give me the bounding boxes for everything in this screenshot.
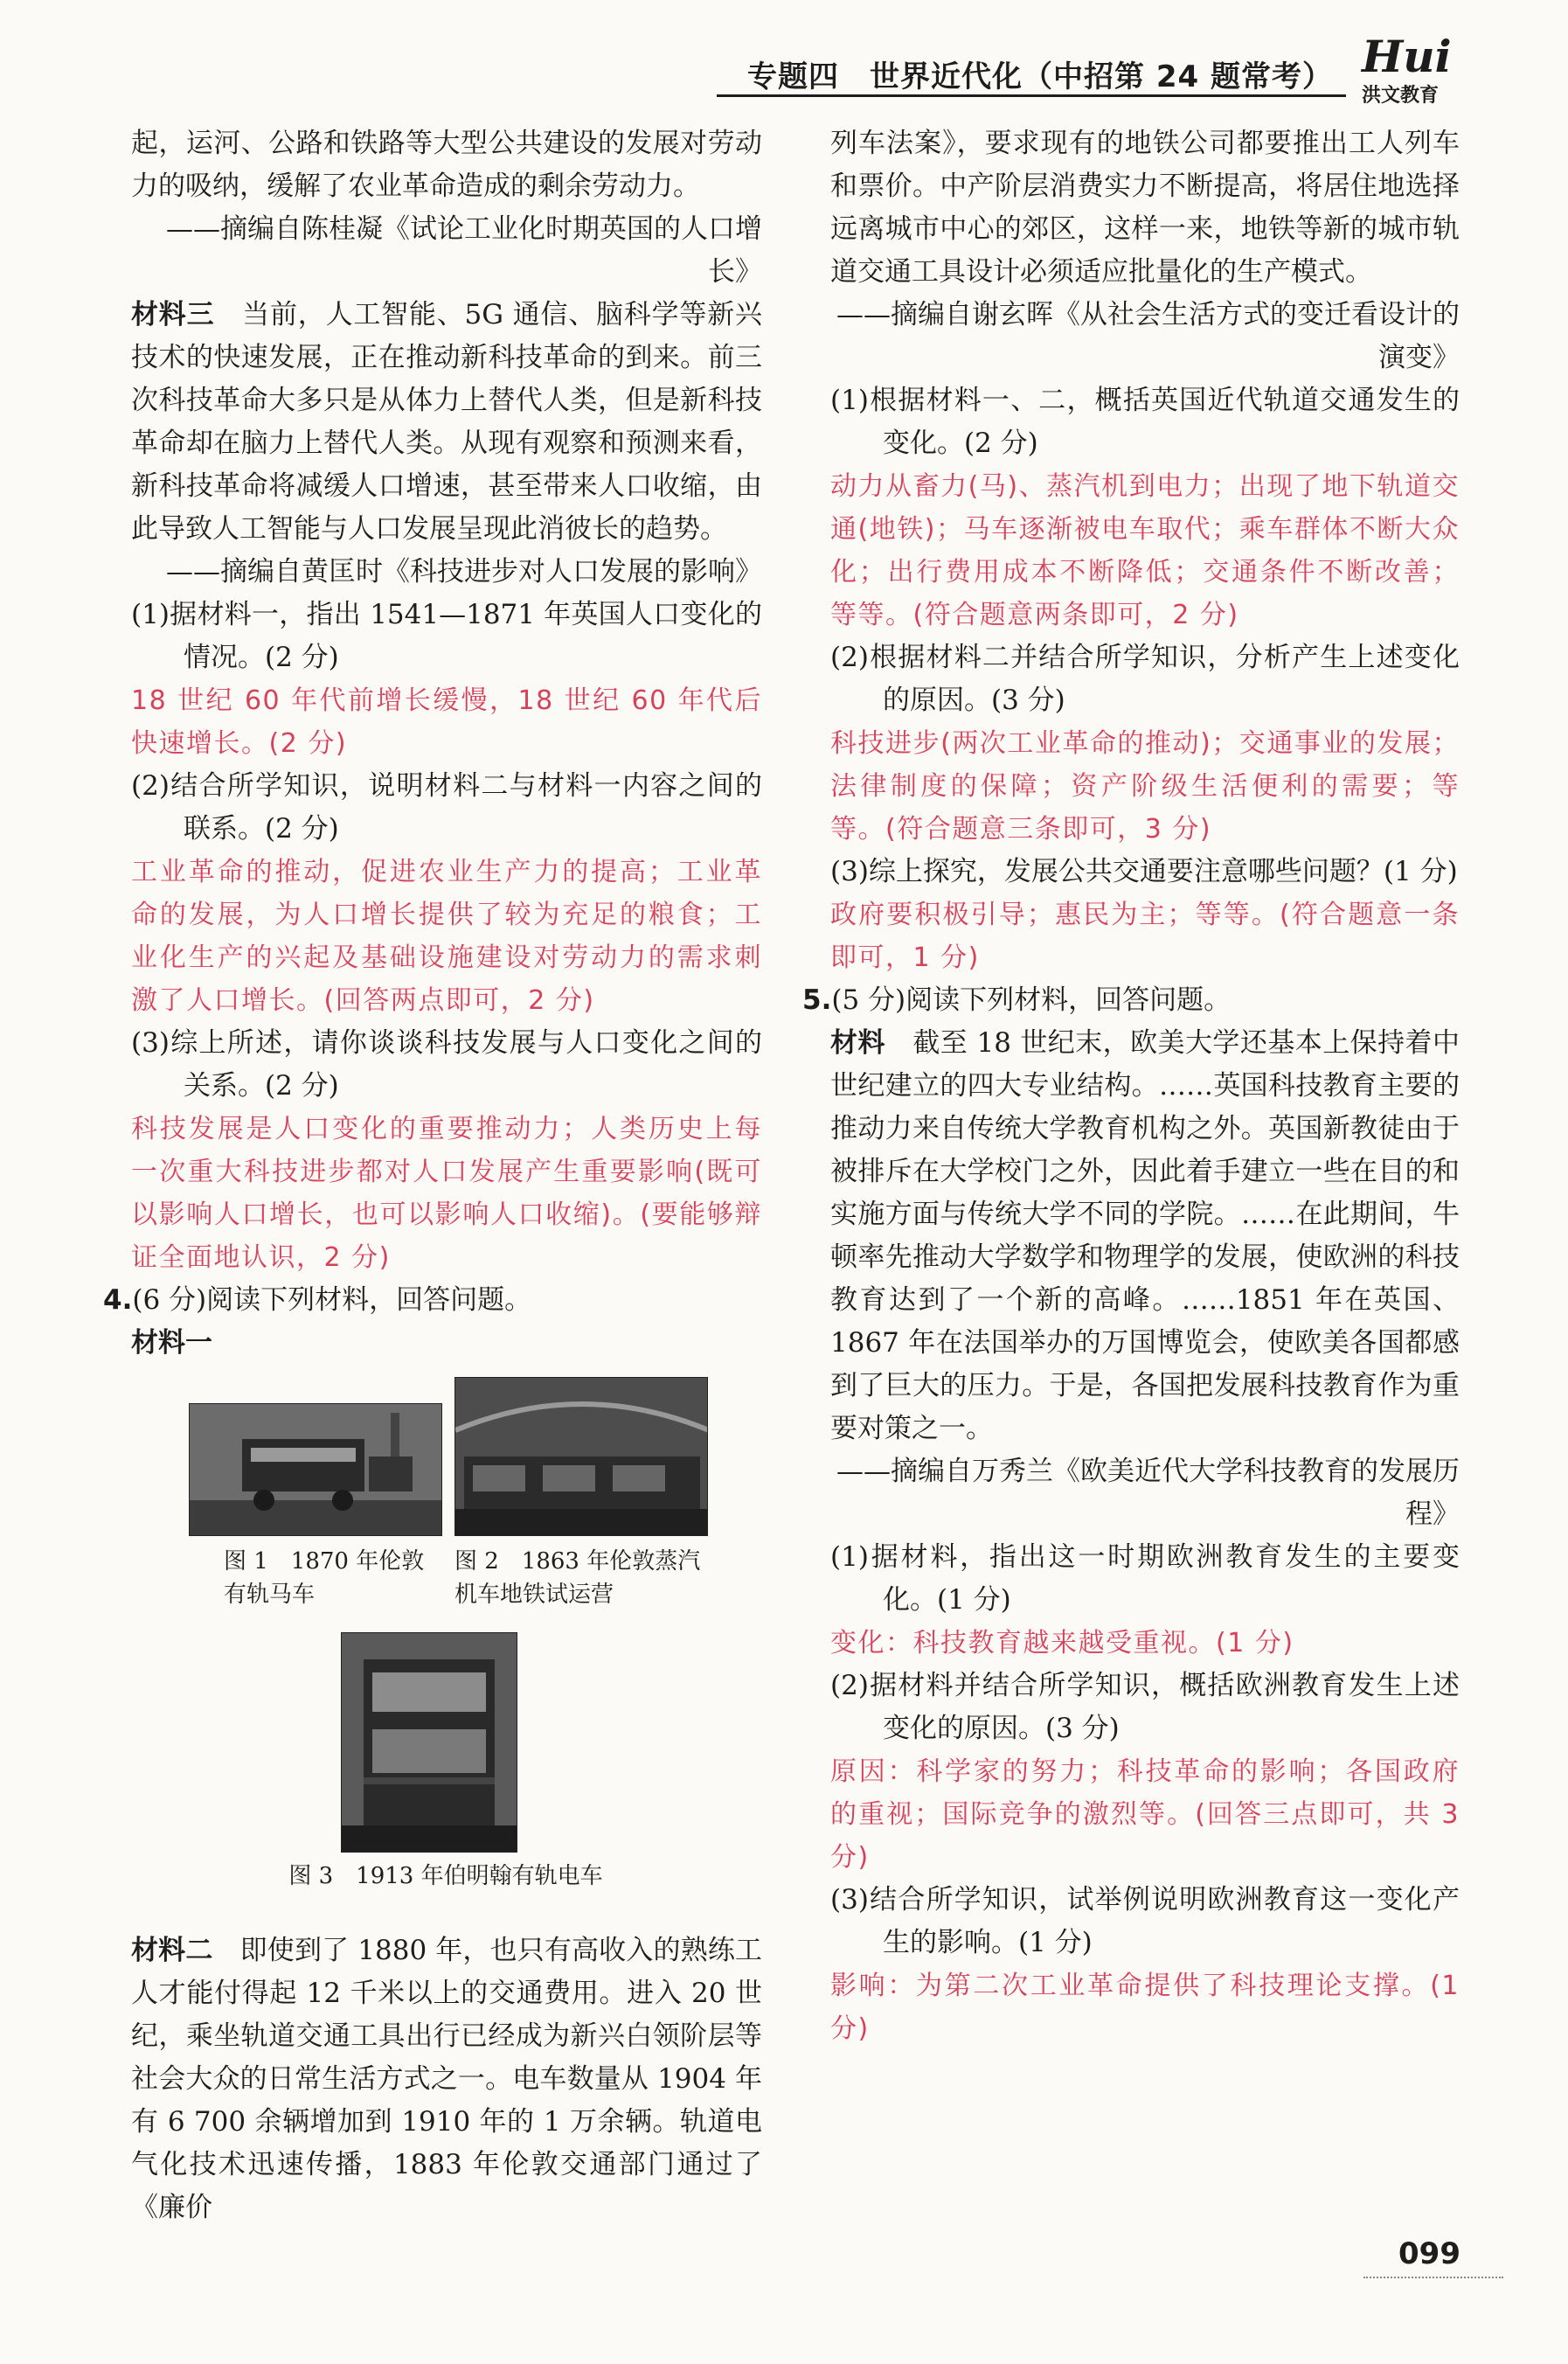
material5-label: 材料 — [830, 1027, 885, 1059]
answer-3-2: 工业革命的推动，促进农业生产力的提高；工业革命的发展，为人口增长提供了较为充足的粮食；工业化生产的兴起及基础设施建设对劳动力的需求刺激了人口增长。(回答两点即可，2 分) — [131, 857, 762, 1016]
material2-label: 材料二 — [131, 1935, 213, 1966]
page-number: 099 — [1398, 2236, 1460, 2271]
answer-3-3: 科技发展是人口变化的重要推动力；人类历史上每一次重大科技进步都对人口发展产生重要影响(既可以影响人口增长，也可以影响人口收缩)。(要能够辩证全面地认识，2 分) — [131, 1114, 762, 1273]
material5 — [830, 1022, 1460, 1450]
question-5-heading — [802, 979, 1460, 1022]
material2-cont-right: 列车法案》，要求现有的地铁公司都要推出工人列车和票价。中产阶层消费实力不断提高，将居住地选择远离城市中心的郊区，这样一来，地铁等新的城市轨道交通工具设计必须适应批量化的生产模式。 — [830, 128, 1460, 288]
right-column — [802, 122, 1460, 2050]
question-4-1: (1)根据材料一、二，概括英国近代轨道交通发生的变化。(2 分) — [830, 385, 1460, 459]
figure-2-image — [454, 1377, 708, 1536]
material2 — [131, 1929, 762, 2229]
answer-4-1: 动力从畜力(马)、蒸汽机到电力；出现了地下轨道交通(地铁)；马车逐渐被电车取代；乘车群体不断大众化；出行费用成本不断降低；交通条件不断改善；等等。(符合题意两条即可，2 分) — [830, 471, 1460, 630]
material5-source: ——摘编自万秀兰《欧美近代大学科技教育的发展历程》 — [836, 1456, 1460, 1530]
material5-text: 截至 18 世纪末，欧美大学还基本上保持着中世纪建立的四大专业结构。……英国科技教育主要的推动力来自传统大学教育机构之外。英国新教徒由于被排斥在大学校门之外，因此着手建立一些在目的和实施方面与传统大学不同的学院。……在此期间，牛顿率先推动大学数学和物理学的发展，使欧洲的科技教育达到了一个新的高峰。……1851 年在英国、1867 年在法国举办的万国博览会，使欧美各国都感到了巨大的压力。于是，各国把发展科技教育作为重要对策之一。 — [830, 1027, 1460, 1444]
figure-1-image — [189, 1403, 442, 1536]
answer-5-1: 变化：科技教育越来越受重视。(1 分) — [830, 1628, 1294, 1658]
figure-1-caption: 图 1 1870 年伦敦有轨马车 — [224, 1548, 425, 1608]
question-5-1: (1)据材料，指出这一时期欧洲教育发生的主要变化。(1 分) — [830, 1541, 1460, 1616]
question-3-3: (3)综上所述，请你谈谈科技发展与人口变化之间的关系。(2 分) — [131, 1027, 762, 1102]
question-4-3: (3)综上探究，发展公共交通要注意哪些问题？(1 分) — [830, 856, 1458, 887]
question-4-heading — [103, 1279, 762, 1322]
left-column — [103, 122, 763, 2229]
material3 — [131, 294, 762, 551]
question-4-text: (6 分)阅读下列材料，回答问题。 — [132, 1284, 532, 1316]
logo-text: 洪文教育 — [1362, 85, 1440, 107]
logo-mark: Hui — [1362, 31, 1452, 82]
question-5-text: (5 分)阅读下列材料，回答问题。 — [831, 984, 1232, 1016]
question-3-2: (2)结合所学知识，说明材料二与材料一内容之间的联系。(2 分) — [131, 770, 762, 845]
header-rule — [717, 94, 1346, 97]
answer-5-2: 原因：科学家的努力；科技革命的影响；各国政府的重视；国际竞争的激烈等。(回答三点即可，共 3 分) — [830, 1756, 1460, 1873]
header-title: 专题四 世界近代化（中招第 24 题常考） — [747, 59, 1333, 94]
question-5-number: 5. — [802, 984, 832, 1016]
answer-4-2: 科技进步(两次工业革命的推动)；交通事业的发展；法律制度的保障；资产阶级生活便利的需要；等等。(符合题意三条即可，3 分) — [830, 728, 1460, 845]
question-4-2: (2)根据材料二并结合所学知识，分析产生上述变化的原因。(3 分) — [830, 642, 1460, 716]
page-number-rule — [1363, 2277, 1503, 2278]
material2-text: 即使到了 1880 年，也只有高收入的熟练工人才能付得起 12 千米以上的交通费用。进入 20 世纪，乘坐轨道交通工具出行已经成为新兴白领阶层等社会大众的日常生活方式之一。电车数量从 1904 年有 6 700 余辆增加到 1910 年的 1 万余辆。轨道电气化技术迅速传播，1883 年伦敦交通部门通过了《廉价 — [131, 1935, 762, 2223]
page-header — [0, 0, 1568, 105]
question-5-2: (2)据材料并结合所学知识，概括欧洲教育发生上述变化的原因。(3 分) — [830, 1670, 1460, 1744]
answer-3-1: 18 世纪 60 年代前增长缓慢，18 世纪 60 年代后快速增长。(2 分) — [131, 685, 762, 759]
figure-3 — [184, 1632, 708, 1893]
material2-source-right: ——摘编自谢玄晖《从社会生活方式的变迁看设计的演变》 — [836, 299, 1460, 373]
answer-5-3: 影响：为第二次工业革命提供了科技理论支撑。(1 分) — [830, 1971, 1460, 2044]
figures — [131, 1370, 762, 1929]
question-5-3: (3)结合所学知识，试举例说明欧洲教育这一变化产生的影响。(1 分) — [830, 1884, 1460, 1958]
figure-2 — [454, 1377, 708, 1611]
publisher-logo — [1362, 31, 1467, 107]
material3-text: 当前，人工智能、5G 通信、脑科学等新兴技术的快速发展，正在推动新科技革命的到来。前三次科技革命大多只是从体力上替代人类，但是新科技革命却在脑力上替代人类。从现有观察和预测来看，新科技革命将减缓人口增速，甚至带来人口收缩，由此导致人工智能与人口发展呈现此消彼长的趋势。 — [131, 299, 763, 545]
question-3-1: (1)据材料一，指出 1541—1871 年英国人口变化的情况。(2 分) — [131, 599, 762, 673]
material2-source: ——摘编自陈桂凝《试论工业化时期英国的人口增长》 — [166, 213, 762, 288]
material2-continuation: 起，运河、公路和铁路等大型公共建设的发展对劳动力的吸纳，缓解了农业革命造成的剩余劳动力。 — [131, 128, 762, 202]
figure-1 — [189, 1377, 442, 1611]
material3-source: ——摘编自黄匡时《科技进步对人口发展的影响》 — [166, 556, 762, 588]
figure-3-caption: 图 3 1913 年伯明翰有轨电车 — [288, 1863, 603, 1889]
material1-label: 材料一 — [131, 1327, 212, 1359]
figure-3-image — [341, 1632, 517, 1853]
material3-label: 材料三 — [131, 299, 215, 330]
question-4-number: 4. — [103, 1284, 133, 1316]
figure-2-caption: 图 2 1863 年伦敦蒸汽机车地铁试运营 — [454, 1548, 701, 1608]
answer-4-3: 政府要积极引导；惠民为主；等等。(符合题意一条即可，1 分) — [830, 900, 1460, 973]
